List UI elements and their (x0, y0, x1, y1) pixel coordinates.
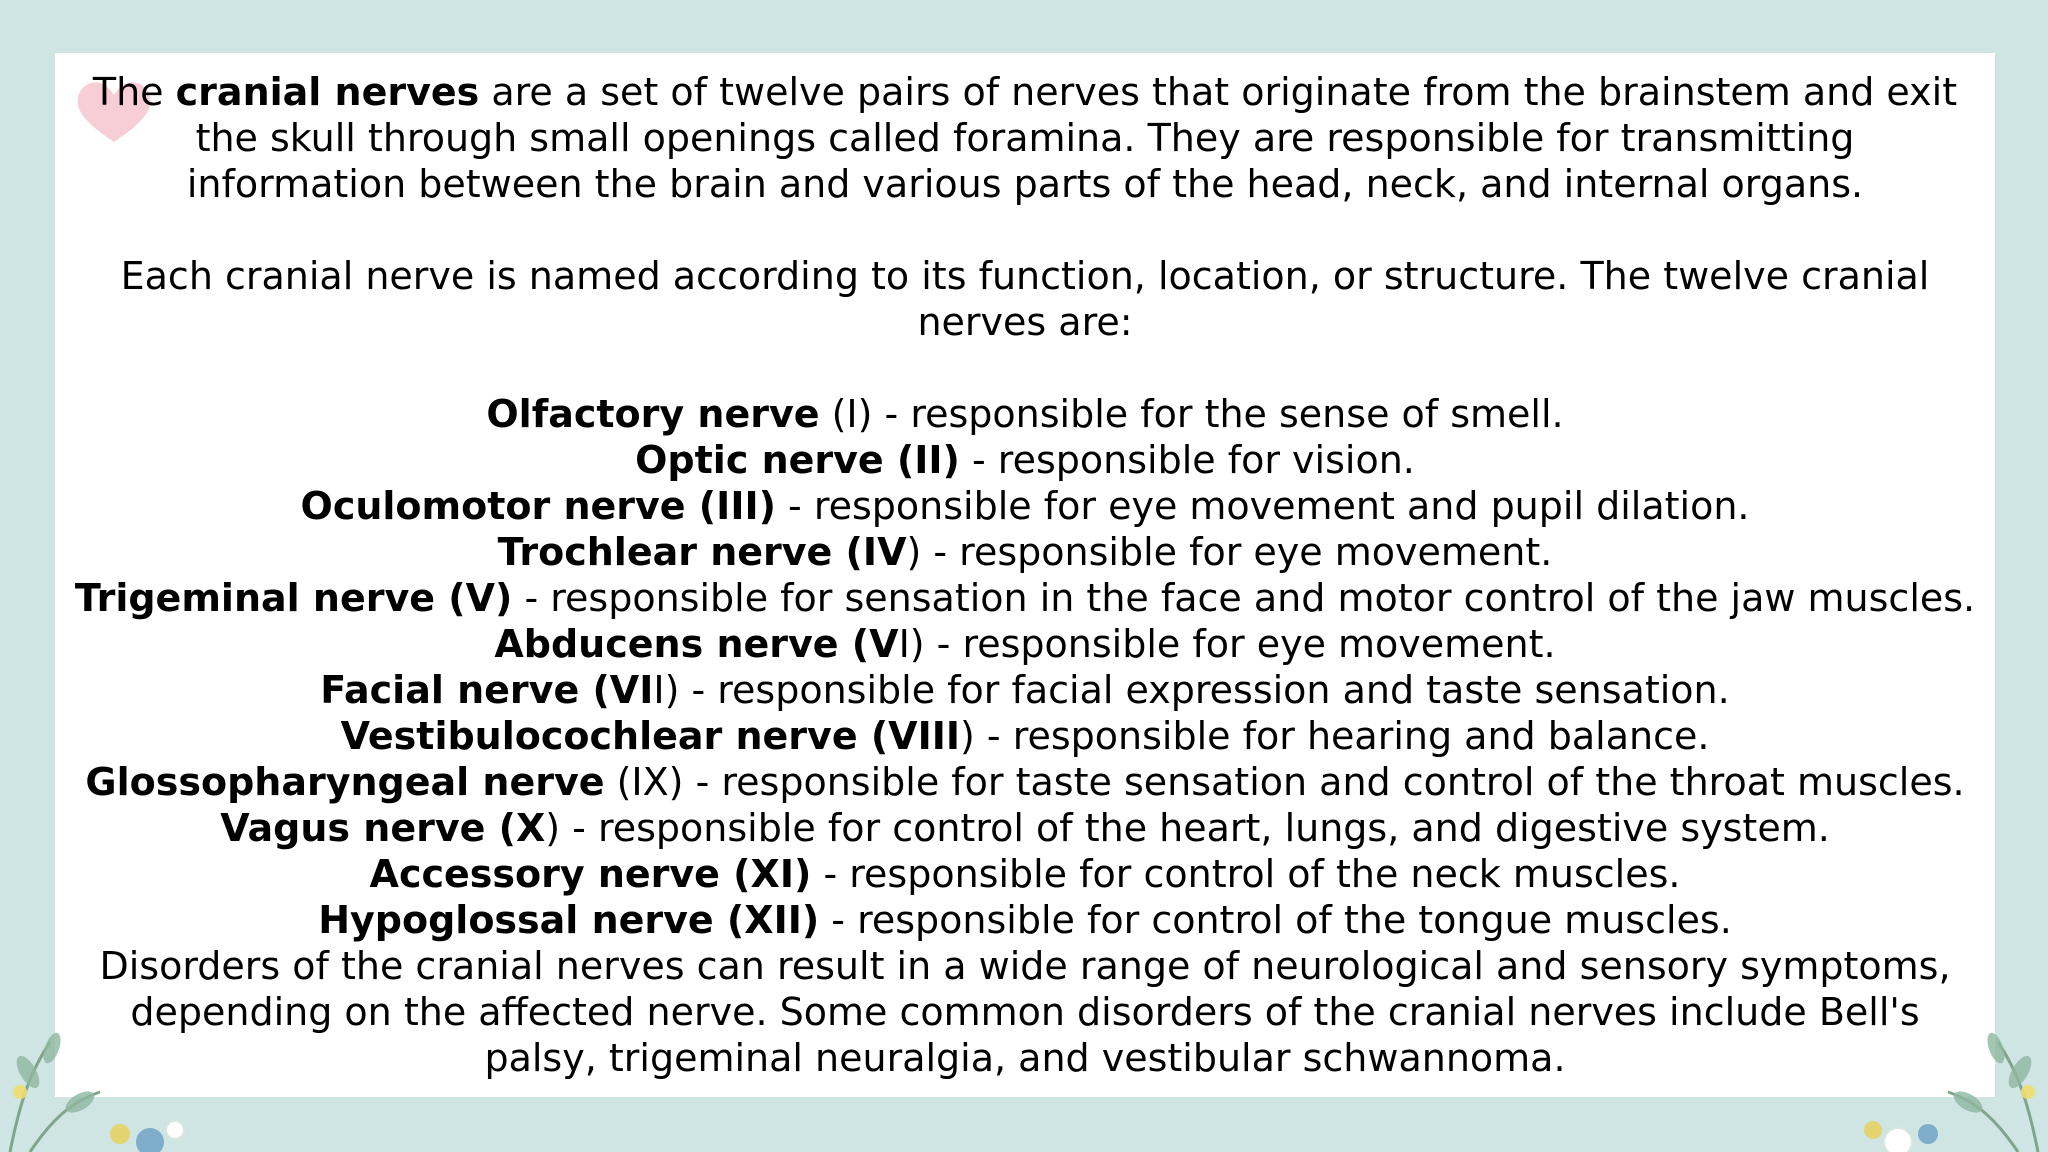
nerve-description: - responsible for control of the neck muscles. (811, 852, 1681, 896)
text-panel (55, 53, 1995, 1097)
nerve-description: (I) - responsible for the sense of smell. (819, 392, 1564, 436)
intro-post: are a set of twelve pairs of nerves that originate from the brainstem and exit the skull through small openings called foramina. They are responsible for transmitting information between the brain and various parts of the head, neck, and internal organs. (186, 70, 1958, 206)
list-item (55, 575, 1995, 621)
nerve-name: Oculomotor nerve (III) (300, 484, 776, 528)
list-item (55, 437, 1995, 483)
list-item (55, 391, 1995, 437)
list-item (55, 713, 1995, 759)
list-item (55, 805, 1995, 851)
nerve-name: Trigeminal nerve (V) (74, 576, 513, 620)
list-item (55, 897, 1995, 943)
slide-content (55, 69, 1995, 1081)
nerve-name: Facial nerve (VI (320, 668, 654, 712)
floral-corner-icon (1818, 952, 2048, 1152)
nerve-description: ) - responsible for hearing and balance. (960, 714, 1710, 758)
intro-pre: The (92, 70, 176, 114)
nerve-description: I) - responsible for eye movement. (898, 622, 1556, 666)
spacer (55, 345, 1995, 391)
spacer (55, 207, 1995, 253)
naming-paragraph: Each cranial nerve is named according to its function, location, or structure. The twelve cranial nerves are: (120, 254, 1930, 344)
intro-bold-term: cranial nerves (175, 70, 480, 114)
nerve-description: - responsible for vision. (959, 438, 1415, 482)
nerve-description: - responsible for eye movement and pupil dilation. (775, 484, 1750, 528)
nerve-name: Glossopharyngeal nerve (85, 760, 605, 804)
nerve-name: Vestibulocochlear nerve (VIII (340, 714, 961, 758)
list-item (55, 529, 1995, 575)
nerve-name: Accessory nerve (XI) (369, 852, 812, 896)
floral-corner-icon (0, 952, 230, 1152)
nerve-name: Hypoglossal nerve (XII) (318, 898, 820, 942)
intro-paragraph (85, 69, 1965, 207)
nerve-description: - responsible for control of the tongue muscles. (819, 898, 1732, 942)
nerve-description: ) - responsible for eye movement. (906, 530, 1553, 574)
nerve-name: Trochlear nerve (IV (497, 530, 907, 574)
nerve-name: Olfactory nerve (486, 392, 820, 436)
nerve-description: - responsible for sensation in the face and motor control of the jaw muscles. (512, 576, 1976, 620)
list-item (55, 483, 1995, 529)
nerve-list (55, 391, 1995, 943)
nerve-description: (IX) - responsible for taste sensation and control of the throat muscles. (604, 760, 1965, 804)
nerve-description: ) - responsible for control of the heart, lungs, and digestive system. (545, 806, 1830, 850)
list-item (55, 851, 1995, 897)
list-item (55, 759, 1995, 805)
nerve-name: Optic nerve (II) (635, 438, 960, 482)
nerve-name: Abducens nerve (V (494, 622, 899, 666)
nerve-description: I) - responsible for facial expression and taste sensation. (653, 668, 1730, 712)
nerve-name: Vagus nerve (X (220, 806, 546, 850)
list-item (55, 667, 1995, 713)
list-item (55, 621, 1995, 667)
disorders-paragraph: Disorders of the cranial nerves can result in a wide range of neurological and sensory symptoms, depending on the affected nerve. Some common disorders of the cranial nerves include Bell's palsy, trigeminal neuralgia, and vestibular schwannoma. (99, 944, 1951, 1080)
